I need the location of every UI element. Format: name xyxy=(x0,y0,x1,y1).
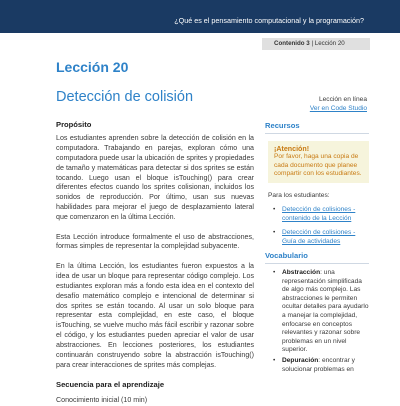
resource-link-item xyxy=(268,229,369,246)
collision-activity-guide-link[interactable]: Detección de colisiones - Guía de actividades xyxy=(282,229,356,245)
lesson-title: Detección de colisión xyxy=(56,89,194,105)
online-lesson-label: Lección en línea xyxy=(318,96,367,103)
lesson-number: Lección 20 xyxy=(56,59,129,75)
resources-heading: Recursos xyxy=(265,122,369,134)
attention-title: ¡Atención! xyxy=(274,144,310,153)
code-studio-link[interactable]: Ver en Code Studio xyxy=(309,104,367,112)
vocab-term-abstraction: • Abstracción: una representación simplificada de algo más complejo. Las abstracciones le permiten ocultar detalles para ayudarlo a manejar la complejidad, enfocarse en conceptos relevantes y razonar sobre problemas en un nivel superior. xyxy=(268,269,369,355)
resource-link-item xyxy=(268,206,369,223)
unit-lesson-label: Lección 20 xyxy=(314,40,345,47)
vocabulary-list xyxy=(268,269,369,374)
purpose-paragraph-2: Esta Lección introduce formalmente el uso de abstracciones, formas simples de representar la complejidad subyacente. xyxy=(56,232,254,251)
purpose-paragraph-1: Los estudiantes aprenden sobre la detección de colisión en la computadora. Trabajando en parejas, exploran cómo una computadora puede usar la ubicación de sprites y propiedades de tamaño y matemáticas para detectar si dos sprites se están tocando. Luego usan el bloque isTouching() para crear diferentes efectos cuando los sprites colisionan, incluidos los sonidos de reproducción. Por último, usan sus nuevas habilidades para mejorar el juego de desplazamiento lateral que comenzaron en la última Lección. xyxy=(56,133,254,222)
purpose-paragraph-3: En la última Lección, los estudiantes fueron expuestos a la idea de usar un bloque para representar código complejo. Los estudiantes exploran más a fondo esta idea en el contexto del desafío matemático complejo e intencional de determinar si dos sprites se están tocando. Al usar un solo bloque para representar esta complejidad, en este caso, el bloque isTouching, se vuelve mucho más fácil escribir y razonar sobre el código, y los estudiantes pueden apreciar el valor de usar abstracciones. En lecciones posteriores, los estudiantes continuarán construyendo sobre la abstracción isTouching() para crear interacciones de sprites más complejas. xyxy=(56,261,254,369)
resource-links xyxy=(268,206,369,246)
unit-tab xyxy=(262,38,370,50)
vocab-term-debugging: • Depuración: encontrar y solucionar problemas en xyxy=(268,357,369,374)
sequence-item: Conocimiento inicial (10 min) xyxy=(56,396,148,405)
attention-text: Por favor, haga una copia de cada documento que planee compartir con los estudiantes. xyxy=(274,153,362,177)
vocabulary-heading: Vocabulario xyxy=(265,252,369,264)
sequence-heading: Secuencia para el aprendizaje xyxy=(56,380,165,390)
top-header-bar xyxy=(0,0,400,33)
collision-content-link[interactable]: Detección de colisiones - contenido de la Lección xyxy=(282,206,356,222)
main-content xyxy=(56,120,254,406)
attention-box xyxy=(268,141,369,184)
purpose-heading: Propósito xyxy=(56,120,92,129)
unit-label: Contenido 3 xyxy=(274,40,310,47)
students-label: Para los estudiantes: xyxy=(268,192,330,200)
sidebar xyxy=(265,96,369,374)
unit-separator: | xyxy=(309,40,315,47)
header-title: ¿Qué es el pensamiento computacional y la programación? xyxy=(174,16,364,25)
